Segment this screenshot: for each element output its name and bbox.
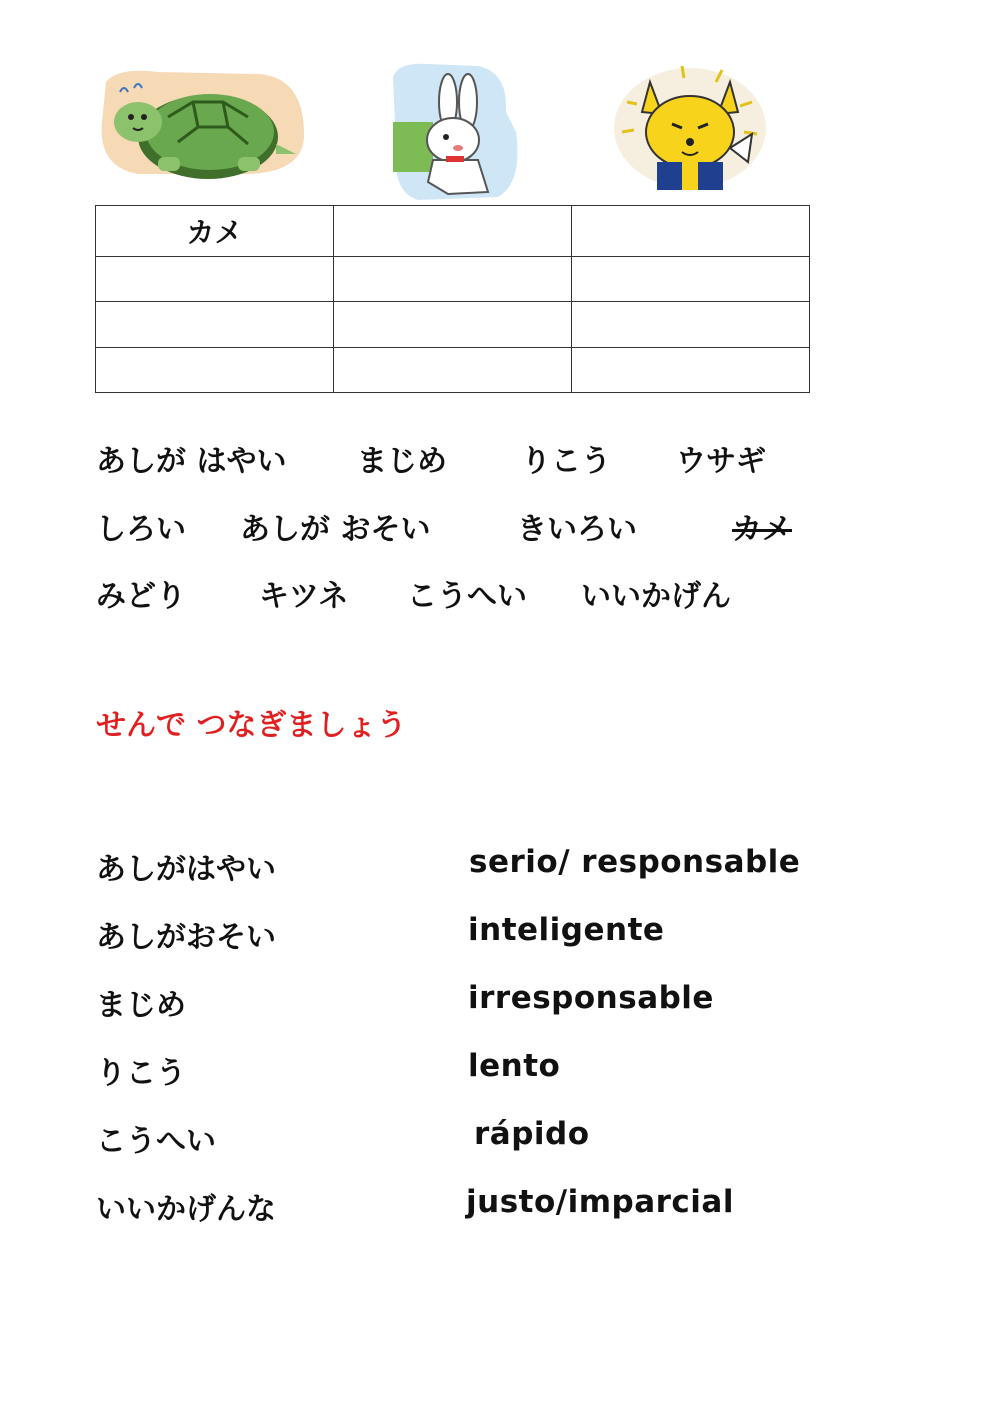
table-cell[interactable] (572, 302, 810, 348)
table-cell[interactable] (572, 206, 810, 257)
word-bank-item[interactable]: あしが はやい (96, 444, 287, 479)
match-left-item[interactable]: あしがはやい (96, 852, 276, 887)
word-bank-item[interactable]: あしが おそい (240, 512, 431, 547)
table-cell[interactable] (334, 206, 572, 257)
match-left-item[interactable]: まじめ (96, 988, 186, 1023)
word-bank-item[interactable]: こうへい (407, 579, 527, 614)
table-cell[interactable] (96, 257, 334, 302)
rabbit-illustration (388, 62, 523, 202)
fox-illustration (612, 62, 772, 190)
match-left-item[interactable]: こうへい (96, 1124, 216, 1159)
table-cell[interactable] (96, 302, 334, 348)
turtle-illustration (98, 62, 308, 180)
word-bank-item[interactable]: きいろい (517, 512, 637, 547)
instruction-heading: せんで つなぎましょう (96, 708, 407, 743)
table-cell[interactable] (572, 348, 810, 393)
match-left-item[interactable]: いいかげんな (96, 1192, 276, 1227)
word-bank-item[interactable]: みどり (96, 579, 186, 614)
word-bank-item[interactable]: りこう (521, 444, 611, 479)
match-left-item[interactable]: りこう (96, 1056, 186, 1091)
word-bank-item[interactable]: キツネ (259, 579, 349, 614)
word-bank-item[interactable]: まじめ (357, 444, 447, 479)
table-cell[interactable] (334, 257, 572, 302)
table-cell[interactable] (96, 348, 334, 393)
word-bank-item[interactable]: いいかげん (581, 579, 731, 614)
word-bank-item[interactable]: しろい (96, 512, 186, 547)
answer-table (95, 205, 810, 393)
table-cell[interactable] (334, 348, 572, 393)
match-right-item[interactable]: inteligente (468, 912, 665, 948)
match-right-item[interactable]: serio/ responsable (469, 844, 801, 880)
match-left-item[interactable]: あしがおそい (96, 920, 276, 955)
word-bank-item-used[interactable]: カメ (732, 512, 792, 547)
match-right-item[interactable]: rápido (474, 1116, 590, 1152)
word-bank-item[interactable]: ウサギ (676, 444, 766, 479)
match-right-item[interactable]: irresponsable (468, 980, 714, 1016)
match-right-item[interactable]: justo/imparcial (466, 1184, 734, 1220)
match-right-item[interactable]: lento (468, 1048, 561, 1084)
table-cell[interactable] (334, 302, 572, 348)
table-cell[interactable] (572, 257, 810, 302)
table-cell-turtle[interactable]: カメ (96, 206, 334, 257)
